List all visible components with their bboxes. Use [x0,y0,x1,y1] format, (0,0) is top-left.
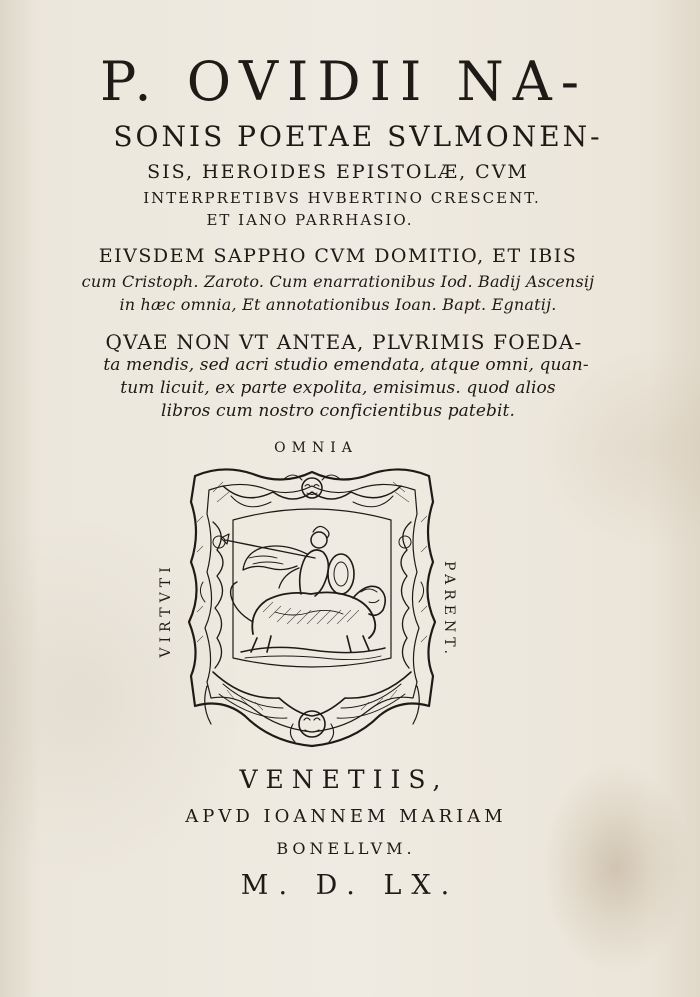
device-motto-top: OMNIA [274,440,358,456]
imprint-printer-line-1: APVD IOANNEM MARIAM [185,806,507,827]
title-line-2: SONIS POETAE SVLMONEN- [113,120,603,153]
contents-line-3: in hæc omnia, Et annotationibus Ioan. Bapt. Egnatij. [119,295,557,314]
title-line-1: P. OVIDII NA- [100,50,588,113]
device-motto-left: VIRTVTI [158,562,174,658]
imprint-printer-line-2: BONELLVM. [276,839,416,858]
contents-line-1: EIVSDEM SAPPHO CVM DOMITIO, ET IBIS [98,245,578,267]
preface-line-2: ta mendis, sed acri studio emendata, atque omni, quan- [103,355,589,375]
title-line-5: ET IANO PARRHASIO. [206,211,414,229]
imprint-city: VENETIIS, [239,765,449,794]
device-motto-right: PARENT. [441,561,457,659]
title-line-3: SIS, HEROIDES EPISTOLÆ, CVM [147,161,529,183]
title-line-4: INTERPRETIBVS HVBERTINO CRESCENT. [143,189,541,207]
contents-line-2: cum Cristoph. Zaroto. Cum enarrationibus Iod. Badij Ascensij [81,272,595,291]
preface-line-3: tum licuit, ex parte expolita, emisimus. quod alios [120,378,556,398]
printers-device-woodcut [183,462,441,754]
preface-line-4: libros cum nostro conficientibus patebit. [161,401,515,421]
preface-line-1: QVAE NON VT ANTEA, PLVRIMIS FOEDA- [105,330,583,354]
imprint-year: M. D. LX. [240,870,460,901]
